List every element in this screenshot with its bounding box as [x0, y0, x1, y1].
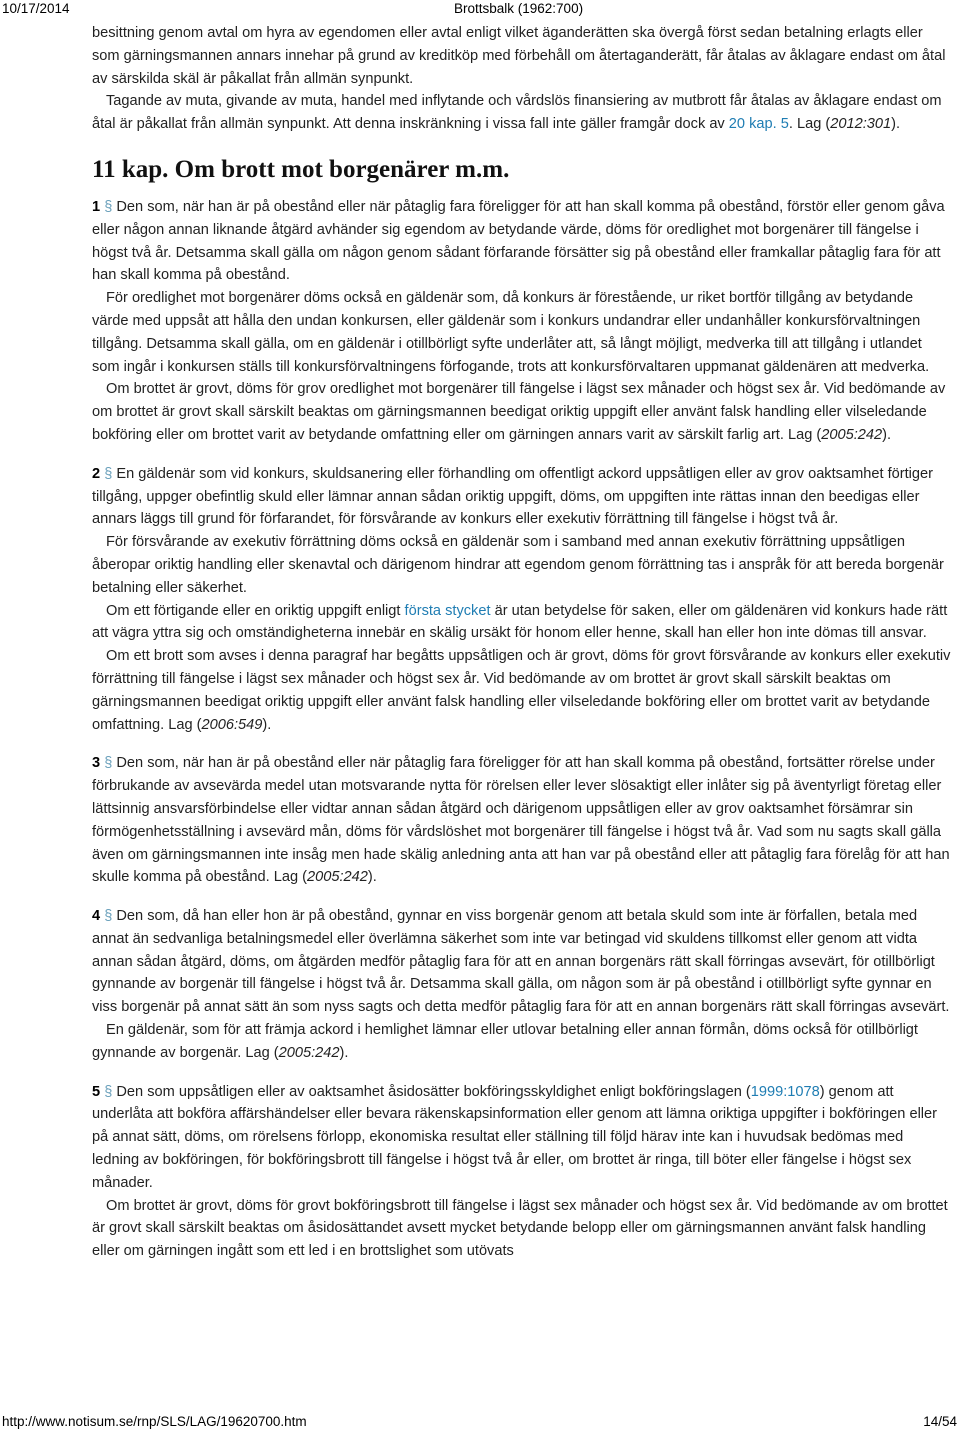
intro-paragraph: besittning genom avtal om hyra av egendomen eller avtal enligt vilket äganderätten ska övergå först sedan betalning erlagts eller som gärningsmannen annars innehar på grund av kreditköp med förbehåll om återtaganderätt, får åtalas av åklagare endast om åtal av särskilda skäl är påkallat från allmän synpunkt.: [92, 25, 946, 87]
section-text: Detsamma skall gälla, om en gäldenär i otillbörligt syfte underlåter att, så långt möjligt, medverka till att tillgång i utlandet som ingår i konkursen ställs till konkursförvaltningens förfogande, trots att konkursförvaltaren uppmanat gäldenären att medverka.: [92, 335, 930, 375]
section-text: ) genom att underlåta att bokföra affärshändelser eller bevara räkenskapsinformation eller genom att lämna oriktiga uppgifter i bokföringen eller på annat sätt, döms, om rörelsens förlopp, ekonomiska resultat eller ställning till följd härav inte kan i huvudsak bedömas med ledning av bokföringen, för bokföringsbrott till fängelse i högst två år eller, om brottet är ringa, till böter eller fängelse i högst sex månader.: [92, 1083, 938, 1191]
bokforingslagen-link[interactable]: 1999:1078: [750, 1083, 820, 1100]
section-text: En gäldenär, som för att främja ackord i hemlighet lämnar eller utlovar betalning eller annan förmån, döms också för otillbörligt gynnande av borgenär. Lag (: [92, 1022, 918, 1061]
section-2-paragraph-3: [92, 600, 952, 646]
intro-paragraph-2: [92, 90, 952, 136]
lag-suffix: ).: [367, 869, 377, 886]
section-text: Den som uppsåtligen eller av oaktsamhet åsidosätter bokföringsskyldighet enligt bokföringslagen (: [116, 1083, 751, 1100]
page-number: 14/54: [923, 1414, 957, 1429]
paragraph-sign-icon[interactable]: §: [104, 908, 113, 925]
section-4-paragraph-2: [92, 1019, 952, 1065]
lag-reference: 2005:242: [278, 1044, 340, 1061]
section-2-paragraph-4: [92, 645, 952, 736]
section-text: är utan betydelse för saken, eller om gäldenären vid konkurs hade rätt att vägra yttra sig och omständigheterna innebär en skälig ursäkt för honom eller henne, skall han eller hon inte dömas till ansvar.: [92, 602, 948, 642]
print-header: [0, 0, 960, 20]
lag-reference: 2005:242: [821, 426, 883, 443]
lag-reference: 2006:549: [201, 716, 263, 733]
section-text: Om brottet är grovt, döms för grov oredlighet mot borgenärer till fängelse i lägst sex månader och högst sex år. Vid bedömande av om brottet är grovt skall särskilt beaktas om gärningsmannen beedigat oriktig uppgift eller använt falsk handling eller vilseledande bokföring eller om brottet varit av betydande omfattning eller om gärningen annars varit av särskilt farlig art. Lag (: [92, 381, 946, 443]
lag-prefix: . Lag (: [788, 116, 831, 133]
intro-text-b: Att denna inskränkning i vissa fall inte gäller framgår dock av: [332, 116, 725, 133]
law-text: [92, 22, 952, 1263]
section-3: [92, 752, 952, 889]
paragraph-sign-icon[interactable]: §: [104, 465, 113, 482]
first-paragraph-link[interactable]: första stycket: [404, 602, 491, 619]
section-4: [92, 905, 952, 1019]
chapter-20-link[interactable]: 20 kap.: [728, 116, 777, 133]
document-title: Brottsbalk (1962:700): [454, 1, 584, 16]
section-2: [92, 463, 952, 531]
section-number: 3: [92, 755, 101, 772]
lag-suffix: ).: [262, 716, 272, 733]
lag-suffix: ).: [891, 116, 901, 133]
section-text: För oredlighet mot borgenärer döms också en gäldenär som, då konkurs är förestående, ur riket bortför tillgång av betydande värde med uppsåt att hålla den undan konkursen, eller gäldenär som i konkurs undandrar eller undanhåller konkursförvaltningen tillgång.: [92, 290, 921, 352]
section-5-paragraph-2: Om brottet är grovt, döms för grovt bokföringsbrott till fängelse i lägst sex månader och högst sex år. Vid bedömande av om brottet är grovt skall särskilt beaktas om åsidosättandet avsett mycket betydande belopp eller om gärningsmannen använt falsk handling eller om gärningen ingått som ett led i en brottslighet som utövats: [92, 1197, 948, 1260]
section-number: 2: [92, 465, 101, 482]
print-footer: [0, 1413, 960, 1433]
intro-text: Tagande av muta, givande av muta, handel med inflytande och vårdslös finansiering av mutbrott får åtalas av åklagare endast om åtal är påkallat från allmän synpunkt.: [92, 93, 942, 133]
section-text: Om ett förtigande eller en oriktig uppgift enligt: [106, 602, 401, 619]
section-text: Den som, då han eller hon är på obestånd, gynnar en viss borgenär genom att betala skuld som inte är förfallen, betala med annat än sedvanliga betalningsmedel eller överlämna säkerhet som inte var betingad vid skuldens tillkomst eller genom att vidta annan sådan åtgärd, döms, om åtgärden medför påtaglig fara för att en annan borgenärs rätt skall förringas avsevärt, för otillbörligt gynnande av borgenär till fängelse i högst två år. Detsamma skall gälla, om någon som är på obestånd i otillbörligt syfte gynnar en viss borgenär på annat sätt än som nyss sagts och detta medför påtaglig fara för att en annan borgenärs rätt skall förringas avsevärt.: [92, 908, 950, 1016]
section-number: 5: [92, 1083, 101, 1100]
paragraph-sign-icon[interactable]: §: [104, 755, 113, 772]
section-1: [92, 196, 952, 287]
lag-reference: 2012:301: [830, 116, 892, 133]
print-date: 10/17/2014: [2, 1, 70, 16]
lag-suffix: ).: [339, 1044, 349, 1061]
paragraph-sign-icon[interactable]: §: [104, 198, 113, 215]
paragraph-sign-icon[interactable]: §: [104, 1083, 113, 1100]
section-5-link[interactable]: 5: [780, 116, 789, 133]
section-text: Vad som nu sagts skall gälla även om gärningsmannen inte insåg men hade skälig anledning anta att han var på obestånd eller att påtaglig fara förelåg för att han skulle komma på obestånd. Lag (: [92, 823, 950, 886]
section-text: Den som, när han är på obestånd eller när påtaglig fara föreligger för att han skall komma på obestånd, fortsätter rörelse under förbrukande av avsevärda medel utan motsvarande nytta för rörelsen eller lever slösaktigt eller inlåter sig på äventyrligt företag eller lättsinnig ansvarsförbindelse eller vidtar annan sådan åtgärd och därigenom uppsåtligen eller av grov oaktsamhet försämrar sin förmögenhetsställning i avsevärd mån, döms för vårdslöshet mot borgenärer till fängelse i högst två år.: [92, 755, 942, 840]
lag-reference: 2005:242: [306, 869, 368, 886]
section-number: 4: [92, 908, 101, 925]
section-1-paragraph-3: [92, 378, 952, 446]
section-text: Den som, när han är på obestånd eller när påtaglig fara föreligger för att han skall komma på obestånd, förstör eller genom gåva eller någon annan liknande åtgärd avhänder sig egendom av betydande värde, döms för oredlighet mot borgenärer till fängelse i högst två år.: [92, 198, 945, 261]
section-text: Detsamma skall gälla om någon genom sådant förfarande försätter sig på obestånd eller framkallar påtaglig fara för att han skall komma på obestånd.: [92, 244, 941, 284]
lag-suffix: ).: [882, 426, 892, 443]
chapter-heading: 11 kap. Om brott mot borgenärer m.m.: [92, 155, 510, 183]
section-text: Om ett brott som avses i denna paragraf har begåtts uppsåtligen och är grovt, döms för grovt försvårande av konkurs eller exekutiv förrättning till fängelse i lägst sex månader och högst sex år. Vid bedömande av om brottet är grovt skall särskilt beaktas om gärningsmannen beedigat oriktig uppgift eller använt falsk handling eller vilseledande bokföring eller om brottet varit av betydande omfattning. Lag (: [92, 648, 951, 733]
section-5: [92, 1081, 952, 1195]
page-url: http://www.notisum.se/rnp/SLS/LAG/19620700.htm: [2, 1414, 307, 1429]
section-1-paragraph-2: [92, 287, 952, 378]
section-number: 1: [92, 198, 101, 215]
section-text: En gäldenär som vid konkurs, skuldsanering eller förhandling om offentligt ackord uppsåtligen eller av grov oaktsamhet förtiger tillgång, uppger obefintlig skuld eller lämnar annan sådan oriktig uppgift, döms, om uppgiften inte rättas innan den beedigas eller annars läggs till grund för förfarandet, för försvårande av konkurs eller exekutiv förrättning till fängelse i högst två år.: [92, 465, 933, 528]
section-2-paragraph-2: För försvårande av exekutiv förrättning döms också en gäldenär som i samband med annan exekutiv förrättning uppsåtligen åberopar oriktig handling eller skenavtal och därigenom hindrar att egendom genom förrättning tas i anspråk för att bereda borgenär betalning eller säkerhet.: [92, 534, 944, 596]
